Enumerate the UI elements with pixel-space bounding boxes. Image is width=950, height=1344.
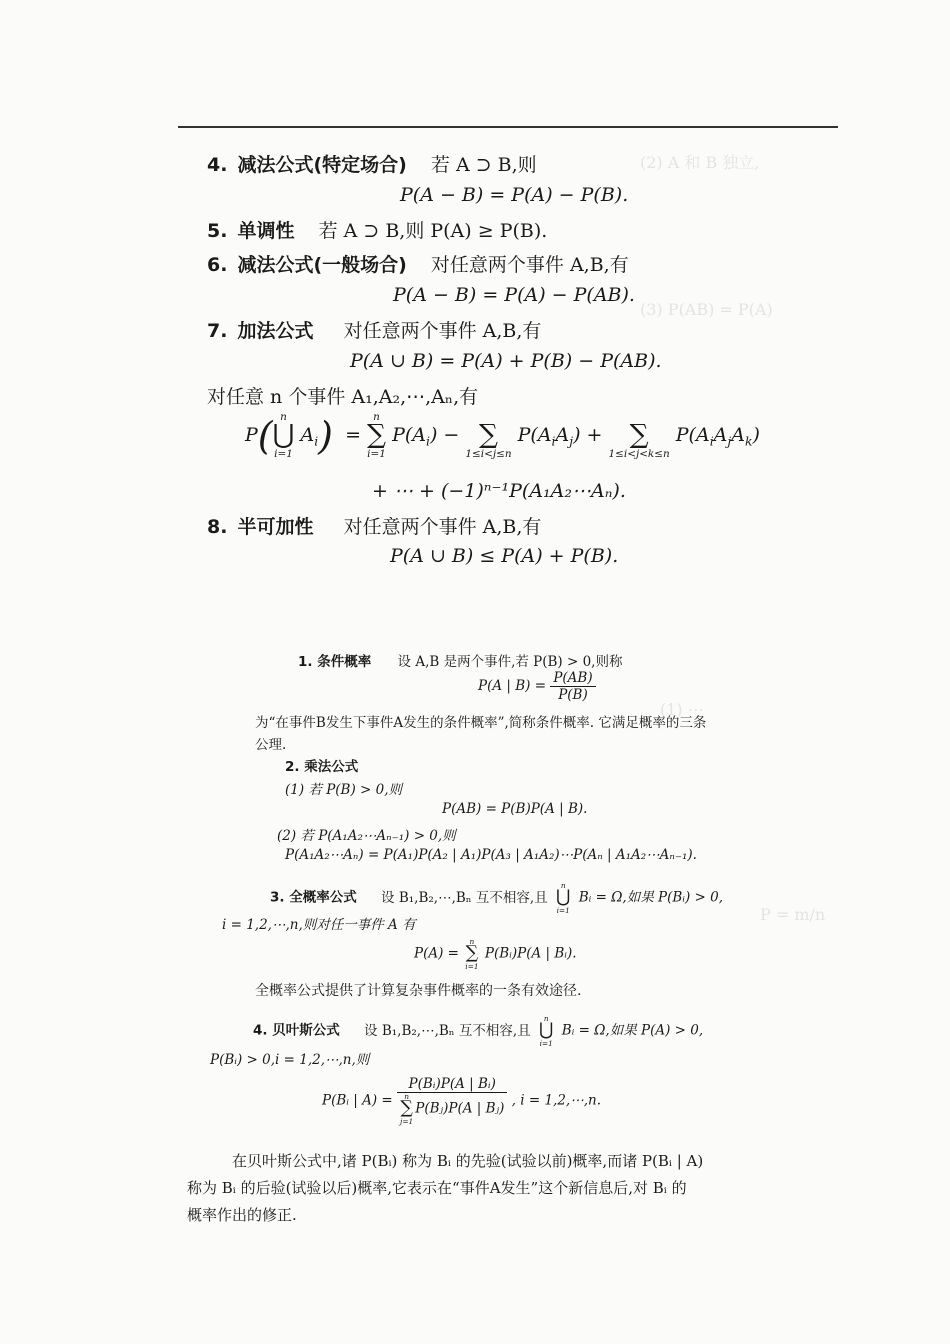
mult-c2: (2) 若 P(A₁A₂⋯Aₙ₋₁) > 0,则 [277,828,456,844]
top-rule [178,126,838,128]
cond-prob-desc-1: 为“在事件B发生下事件A发生的条件概率”,简称条件概率. 它满足概率的三条 [255,715,707,731]
total-prob-formula: P(A) = n ∑ i=1 P(Bᵢ)P(A | Bᵢ). [414,937,577,971]
bayes: 4. 贝叶斯公式 设 B₁,B₂,⋯,Bₙ 互不相容,且 n ⋃ i=1 Bᵢ = Ω,如果 P(A) > 0, [253,1014,704,1048]
inclusion-exclusion-formula: P( n ⋃ i=1 $A_i$) = n ∑ i=1 $P(A_i)$ − ∑ 1≤i<j≤n $P(A_iA_j)$ + ∑ 1≤i<j<k≤n $P(A_iA_jA_k)$ [245,411,760,461]
inclusion-exclusion-tail: + ⋯ + (−1)ⁿ⁻¹P(A₁A₂⋯Aₙ). [372,480,626,502]
item-5: 5. 单调性 若 A ⊃ B,则 P(A) ≥ P(B). [207,220,548,242]
bayes-para-2: 称为 Bᵢ 的后验(试验以后)概率,它表示在“事件A发生”这个新信息后,对 Bᵢ 的 [187,1179,687,1197]
mult-f1: P(AB) = P(B)P(A | B). [442,801,588,817]
item-7-formula: P(A ∪ B) = P(A) + P(B) − P(AB). [350,350,662,372]
bayes-line2: P(Bᵢ) > 0,i = 1,2,⋯,n,则 [210,1052,370,1068]
total-prob-line2: i = 1,2,⋯,n,则对任一事件 A 有 [222,917,416,933]
item-6: 6. 减法公式(一般场合) 对任意两个事件 A,B,有 [207,254,629,276]
item-8-formula: P(A ∪ B) ≤ P(A) + P(B). [390,545,619,567]
mult-f2: P(A₁A₂⋯Aₙ) = P(A₁)P(A₂ | A₁)P(A₃ | A₁A₂)⋯P(Aₙ | A₁A₂⋯Aₙ₋₁). [285,847,697,863]
bayes-formula: P(Bᵢ | A) = P(Bᵢ)P(A | Bᵢ) n ∑ j=1 P(Bⱼ)P(A | Bⱼ) , i = 1,2,⋯,n. [322,1076,601,1126]
bayes-para-1: 在贝叶斯公式中,诸 P(Bᵢ) 称为 Bᵢ 的先验(试验以前)概率,而诸 P(Bᵢ | A) [232,1152,704,1170]
item-6-formula: P(A − B) = P(A) − P(AB). [393,284,635,306]
total-prob: 3. 全概率公式 设 B₁,B₂,⋯,Bₙ 互不相容,且 n ⋃ i=1 Bᵢ = Ω,如果 P(Bᵢ) > 0, [270,881,724,915]
mult-title: 2. 乘法公式 [285,759,359,775]
item-4-formula: P(A − B) = P(A) − P(B). [400,184,629,206]
cond-prob-formula: P(A | B) = $\frac{P(AB)}{P(B)}$ [478,670,596,703]
mult-c1: (1) 若 P(B) > 0,则 [285,782,403,798]
item-4: 4. 减法公式(特定场合) 若 A ⊃ B,则 [207,154,537,176]
item-7: 7. 加法公式 对任意两个事件 A,B,有 [207,320,542,342]
item-7-n-intro: 对任意 n 个事件 A₁,A₂,⋯,Aₙ,有 [207,386,479,408]
cond-prob-desc-2: 公理. [255,737,287,753]
bayes-para-3: 概率作出的修正. [187,1206,297,1224]
cond-prob: 1. 条件概率 设 A,B 是两个事件,若 P(B) > 0,则称 [298,654,623,670]
item-8: 8. 半可加性 对任意两个事件 A,B,有 [207,516,542,538]
total-prob-note: 全概率公式提供了计算复杂事件概率的一条有效途径. [255,983,582,999]
